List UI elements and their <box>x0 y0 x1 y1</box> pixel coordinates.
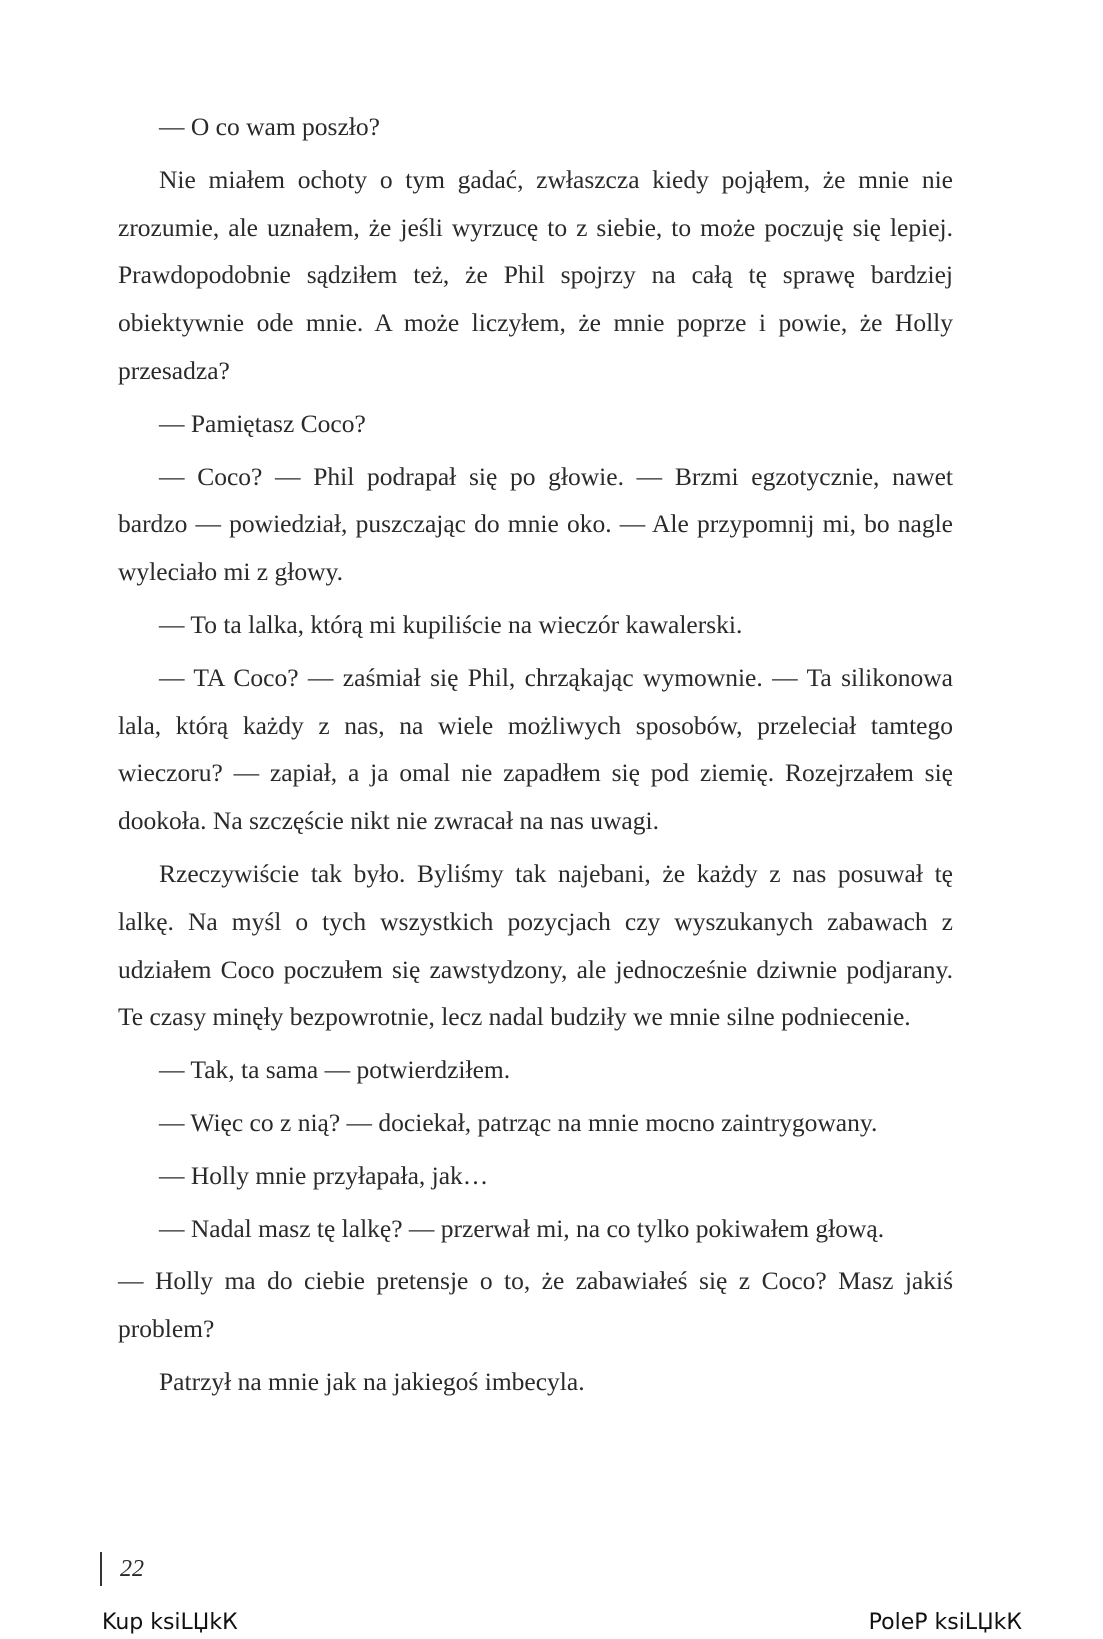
paragraph: — O co wam poszło? <box>159 112 380 141</box>
paragraph: Nie miałem ochoty o tym gadać, zwłaszcza kiedy pojąłem, że mnie nie zrozumie, ale uznałem, że jeśli wyrzucę to z siebie, to może poczuję się lepiej. Prawdopodobnie sądziłem też, że Phil spojrzy na całą tę sprawę bardziej obiektywnie ode mnie. A może liczyłem, że mnie poprze i powie, że Holly przesadza? <box>118 164 953 385</box>
page-number-area <box>100 1550 144 1588</box>
recommend-book-link[interactable]: PoleР ksiLЏkК <box>868 1610 1022 1635</box>
paragraph: Rzeczywiście tak było. Byliśmy tak najebani, że każdy z nas posuwał tę lalkę. Na myśl o tych wszystkich pozycjach czy wyszukanych zabawach z udziałem Coco poczułem się zawstydzony, ale jednocześnie dziwnie podjarany. Te czasy minęły bezpowrotnie, lecz nadal budziły we mnie silne podniecenie. <box>118 858 953 1032</box>
paragraph: Patrzył na mnie jak na jakiegoś imbecyla. <box>159 1366 585 1396</box>
paragraph: — Coco? — Phil podrapał się po głowie. — Brzmi egzotycznie, nawet bardzo — powiedział, puszczając do mnie oko. — Ale przypomnij mi, bo nagle wyleciało mi z głowy. <box>118 461 953 587</box>
page-number: 22 <box>120 1555 144 1582</box>
paragraph: — TA Coco? — zaśmiał się Phil, chrząkając wymownie. — Ta silikonowa lala, którą każdy z nas, na wiele możliwych sposobów, przeleciał tamtego wieczoru? — zapiał, a ja omal nie zapadłem się pod ziemię. Rozejrzałem się dookoła. Na szczęście nikt nie zwracał na nas uwagi. <box>118 662 953 836</box>
paragraph: — Holly ma do ciebie pretensje o to, że zabawiałeś się z Coco? Masz jakiś problem? <box>118 1266 953 1344</box>
buy-book-link[interactable]: Kup ksiLЏkК <box>102 1610 238 1635</box>
paragraph: — To ta lalka, którą mi kupiliście na wieczór kawalerski. <box>159 609 743 639</box>
paragraph: — Tak, ta sama — potwierdziłem. <box>159 1055 511 1085</box>
paragraph: — Nadal masz tę lalkę? — przerwał mi, na co tylko pokiwałem głową. <box>159 1213 885 1243</box>
body-text <box>118 103 953 1411</box>
paragraph: — Pamiętasz Coco? <box>159 408 366 438</box>
page-number-rule <box>100 1552 102 1586</box>
paragraph: — Więc co z nią? — dociekał, patrząc na mnie mocno zaintrygowany. <box>159 1107 878 1137</box>
paragraph: — Holly mnie przyłapała, jak… <box>159 1160 489 1190</box>
